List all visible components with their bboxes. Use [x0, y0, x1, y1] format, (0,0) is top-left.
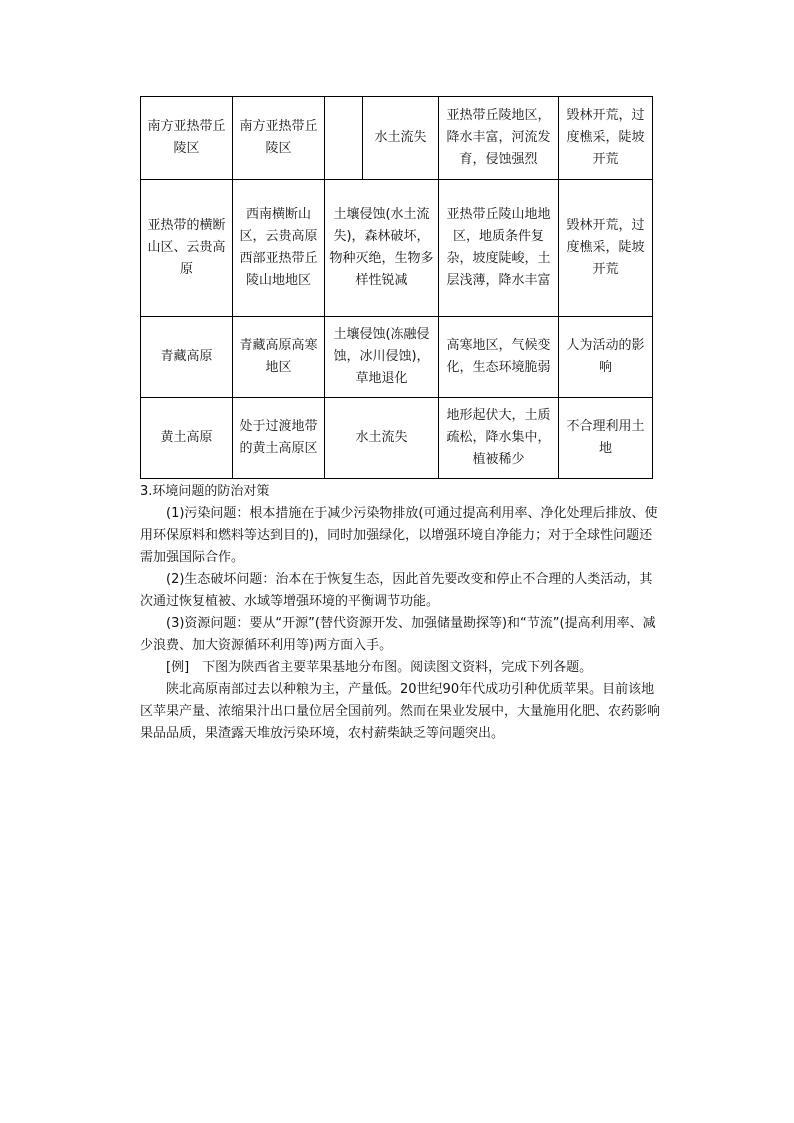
table-cell: 亚热带丘陵地区，降水丰富，河流发育，侵蚀强烈	[439, 97, 559, 180]
environment-problems-table	[140, 96, 653, 479]
table-cell: 毁林开荒，过度樵采，陡坡开荒	[559, 180, 653, 317]
table-cell: 土壤侵蚀(冻融侵蚀，冰川侵蚀)，草地退化	[325, 317, 439, 398]
section-heading: 3.环境问题的防治对策	[140, 484, 270, 499]
table-cell: 毁林开荒，过度樵采，陡坡开荒	[559, 97, 653, 180]
table-cell: 高寒地区，气候变化，生态环境脆弱	[439, 317, 559, 398]
paragraph-pollution: (1)污染问题：根本措施在于减少污染物排放(可通过提高利用率、净化处理后排放、使用环保原料和燃料等达到目的)，同时加强绿化，以增强环境自净能力；对于全球性问题还需加强国际合作。	[140, 506, 658, 565]
paragraph-resources: (3)资源问题：要从“开源”(替代资源开发、加强储量勘探等)和“节流”(提高利用率、减少浪费、加大资源循环利用等)两方面入手。	[140, 616, 656, 653]
table-cell: 地形起伏大，土质疏松，降水集中，植被稀少	[439, 398, 559, 479]
table-cell: 处于过渡地带的黄土高原区	[233, 398, 325, 479]
example-intro: [例] 下图为陕西省主要苹果基地分布图。阅读图文资料，完成下列各题。	[166, 660, 593, 675]
table-cell: 南方亚热带丘陵区	[233, 97, 325, 180]
table-cell: 亚热带的横断山区、云贵高原	[141, 180, 233, 317]
table-cell: 黄土高原	[141, 398, 233, 479]
table-cell: 南方亚热带丘陵区	[141, 97, 233, 180]
table-cell: 青藏高原高寒地区	[233, 317, 325, 398]
table-cell: 西南横断山区，云贵高原西部亚热带丘陵山地地区	[233, 180, 325, 317]
table-cell: 亚热带丘陵山地地区，地质条件复杂，坡度陡峻，土层浅薄，降水丰富	[439, 180, 559, 317]
table-row	[141, 398, 653, 479]
table-row	[141, 180, 653, 317]
table-cell: 人为活动的影响	[559, 317, 653, 398]
countermeasures-section	[140, 481, 660, 745]
table-cell: 土壤侵蚀(水土流失)，森林破坏，物种灭绝，生物多样性锐减	[325, 180, 439, 317]
paragraph-ecology: (2)生态破坏问题：治本在于恢复生态，因此首先要改变和停止不合理的人类活动，其次通过恢复植被、水域等增强环境的平衡调节功能。	[140, 572, 653, 609]
table-cell: 青藏高原	[141, 317, 233, 398]
example-body: 陕北高原南部过去以种粮为主，产量低。20世纪90年代成功引种优质苹果。目前该地区苹果产量、浓缩果汁出口量位居全国前列。然而在果业发展中，大量施用化肥、农药影响果品品质，果渣露天堆放污染环境，农村薪柴缺乏等问题突出。	[140, 682, 661, 741]
table-cell: 不合理利用土地	[559, 398, 653, 479]
table-cell: 水土流失	[325, 398, 439, 479]
table-row	[141, 317, 653, 398]
table-cell	[325, 97, 363, 180]
table-row	[141, 97, 653, 180]
table-cell: 水土流失	[363, 97, 439, 180]
